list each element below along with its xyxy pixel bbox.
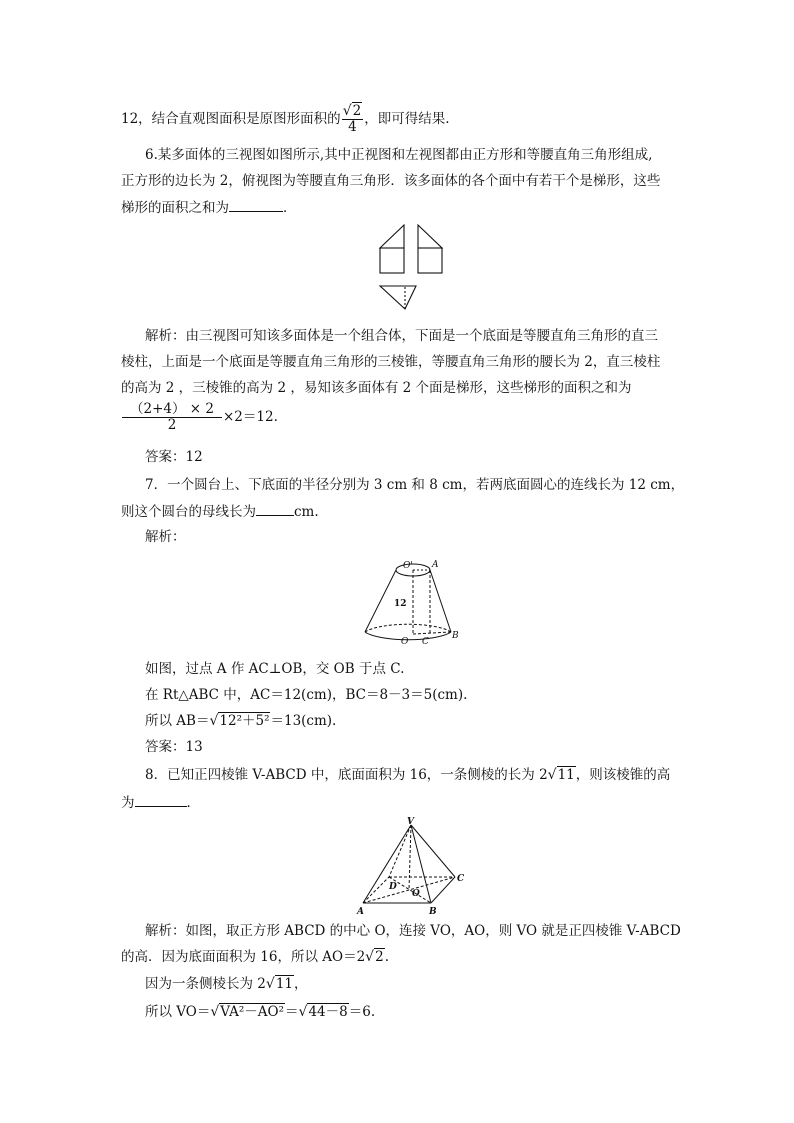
- sol7-line1: 如图，过点 A 作 AC⊥OB，交 OB 于点 C.: [145, 661, 405, 677]
- sol7-line3: 所以 AB＝√12²＋5²＝13(cm).: [145, 713, 337, 729]
- side-view-triangle: [418, 225, 442, 248]
- sol8-line2-end: .: [384, 949, 389, 965]
- sol6-fraction-result: ×2＝12.: [222, 409, 278, 425]
- fraction-sqrt2-over-4: $\frac{√2}{4}$: [342, 103, 362, 135]
- q7-unit: cm.: [294, 504, 319, 520]
- left-slant-edge: [365, 570, 396, 632]
- sol6-line2: 棱柱，上面是一个底面是等腰直角三角形的三棱锥，等腰直角三角形的腰长为 2，直三棱柱: [121, 354, 661, 370]
- answer-blank: [135, 792, 187, 807]
- q6-line2: 正方形的边长为 2，俯视图为等腰直角三角形．该多面体的各个面中有若干个是梯形，这些: [121, 173, 661, 189]
- front-view-square: [380, 248, 404, 273]
- label-c: C: [422, 637, 429, 647]
- sol6-line3: 的高为 2 ，三棱锥的高为 2 ，易知该多面体有 2 个面是梯形，这些梯形的面积之和为: [121, 380, 632, 396]
- intro-text: 12，结合直观图面积是原图形面积的: [121, 111, 341, 127]
- label-a: A: [432, 560, 439, 570]
- label-height: 12: [394, 599, 407, 609]
- q8-line2-text: 为: [121, 795, 135, 811]
- edge-ad: [363, 877, 389, 903]
- sol7-line3-result: ＝13(cm).: [270, 713, 337, 729]
- sol8-line4-result: ＝6.: [348, 1004, 376, 1020]
- label-o-prime: O': [403, 561, 413, 571]
- bottom-base-back-arc: [365, 624, 451, 632]
- sqrt-radicand: 12²＋5²: [219, 713, 270, 729]
- sol6-fraction: [122, 402, 222, 433]
- q8-line1-text: 8．已知正四棱锥 V-ABCD 中，底面面积为 16，一条侧棱的长为 2: [145, 767, 548, 783]
- q6-line3: [121, 197, 297, 218]
- front-view-triangle: [380, 225, 404, 248]
- q7-line1: 7．一个圆台上、下底面的半径分别为 3 cm 和 8 cm，若两底面圆心的连线长为 12 cm，: [145, 477, 685, 493]
- sol8-line4: 所以 VO＝√VA²－AO²＝√44－8＝6.: [145, 1004, 376, 1020]
- answer-blank: [229, 197, 283, 212]
- answer-blank: [256, 501, 294, 516]
- label-b: B: [452, 631, 459, 641]
- q6-line3-end: ．: [283, 200, 297, 216]
- intro-text-end: ，即可得结果.: [364, 111, 450, 127]
- sol8-line3-text: 因为一条侧棱长为 2: [145, 976, 266, 992]
- height-vo: [409, 825, 411, 890]
- sqrt-radicand: 2: [375, 949, 384, 965]
- sol7-line3-text: 所以 AB＝: [145, 713, 210, 729]
- sol8-line1: 解析：如图，取正方形 ABCD 的中心 O，连接 VO，AO，则 VO 就是正四棱锥 V-ABCD: [145, 923, 681, 939]
- three-view-figure: [375, 223, 447, 315]
- ob-line: [413, 632, 451, 634]
- sol8-line4-text: 所以 VO＝: [145, 1004, 211, 1020]
- sol6-fraction-line: [121, 402, 278, 433]
- sol8-line3: 因为一条侧棱长为 2√11，: [145, 976, 308, 992]
- q7-line2: [121, 501, 319, 522]
- intro-line: [121, 104, 450, 135]
- q8-line2-end: ．: [186, 795, 200, 811]
- top-view-triangle: [380, 286, 416, 309]
- fraction-denominator: 4: [348, 119, 357, 135]
- q8-line1: 8．已知正四棱锥 V-ABCD 中，底面面积为 16，一条侧棱的长为 2√11，则该棱锥的高: [145, 767, 671, 783]
- sol6-fraction-denominator: 2: [167, 417, 177, 433]
- q7-solution-label: 解析：: [145, 529, 186, 545]
- label-a: A: [357, 907, 364, 917]
- label-v: V: [407, 817, 414, 827]
- sol8-line2-text: 的高．因为底面面积为 16，所以 AO＝2: [121, 949, 366, 965]
- label-o: O: [412, 889, 420, 899]
- sol6-answer: 答案：12: [145, 449, 203, 465]
- sqrt-radicand: 11: [557, 767, 575, 783]
- sol6-line1: 解析：由三视图可知该多面体是一个组合体，下面是一个底面是等腰直角三角形的直三: [145, 328, 658, 344]
- right-slant-edge: [430, 570, 451, 632]
- label-d: D: [389, 882, 397, 892]
- edge-vd: [389, 825, 411, 877]
- sol7-line2: 在 Rt△ABC 中，AC＝12(cm)，BC＝8－3＝5(cm).: [145, 687, 468, 703]
- fraction-numerator: 2: [352, 103, 362, 119]
- sqrt-radicand: 11: [275, 976, 293, 992]
- sol7-answer: 答案：13: [145, 739, 203, 755]
- q7-line2-text: 则这个圆台的母线长为: [121, 504, 256, 520]
- equals-sign: ＝: [285, 1004, 299, 1020]
- sol8-line3-end: ，: [294, 976, 308, 992]
- sqrt-radicand-1: VA²－AO²: [220, 1004, 285, 1020]
- sol6-fraction-numerator: （2+4） × 2: [122, 402, 222, 418]
- frustum-figure: [358, 558, 462, 648]
- label-b: B: [429, 907, 437, 917]
- sol8-line2: 的高．因为底面面积为 16，所以 AO＝2√2.: [121, 949, 389, 965]
- q6-line3-text: 梯形的面积之和为: [121, 200, 229, 216]
- sqrt-radicand-2: 44－8: [308, 1004, 348, 1020]
- q8-line2: [121, 792, 200, 813]
- label-o: O: [401, 637, 409, 647]
- q6-line1: 6.某多面体的三视图如图所示,其中正视图和左视图都由正方形和等腰直角三角形组成,: [145, 147, 653, 163]
- side-view-square: [418, 248, 442, 273]
- label-c: C: [457, 874, 465, 884]
- q8-line1-end: ，则该棱锥的高: [575, 767, 671, 783]
- pyramid-figure: [355, 817, 471, 917]
